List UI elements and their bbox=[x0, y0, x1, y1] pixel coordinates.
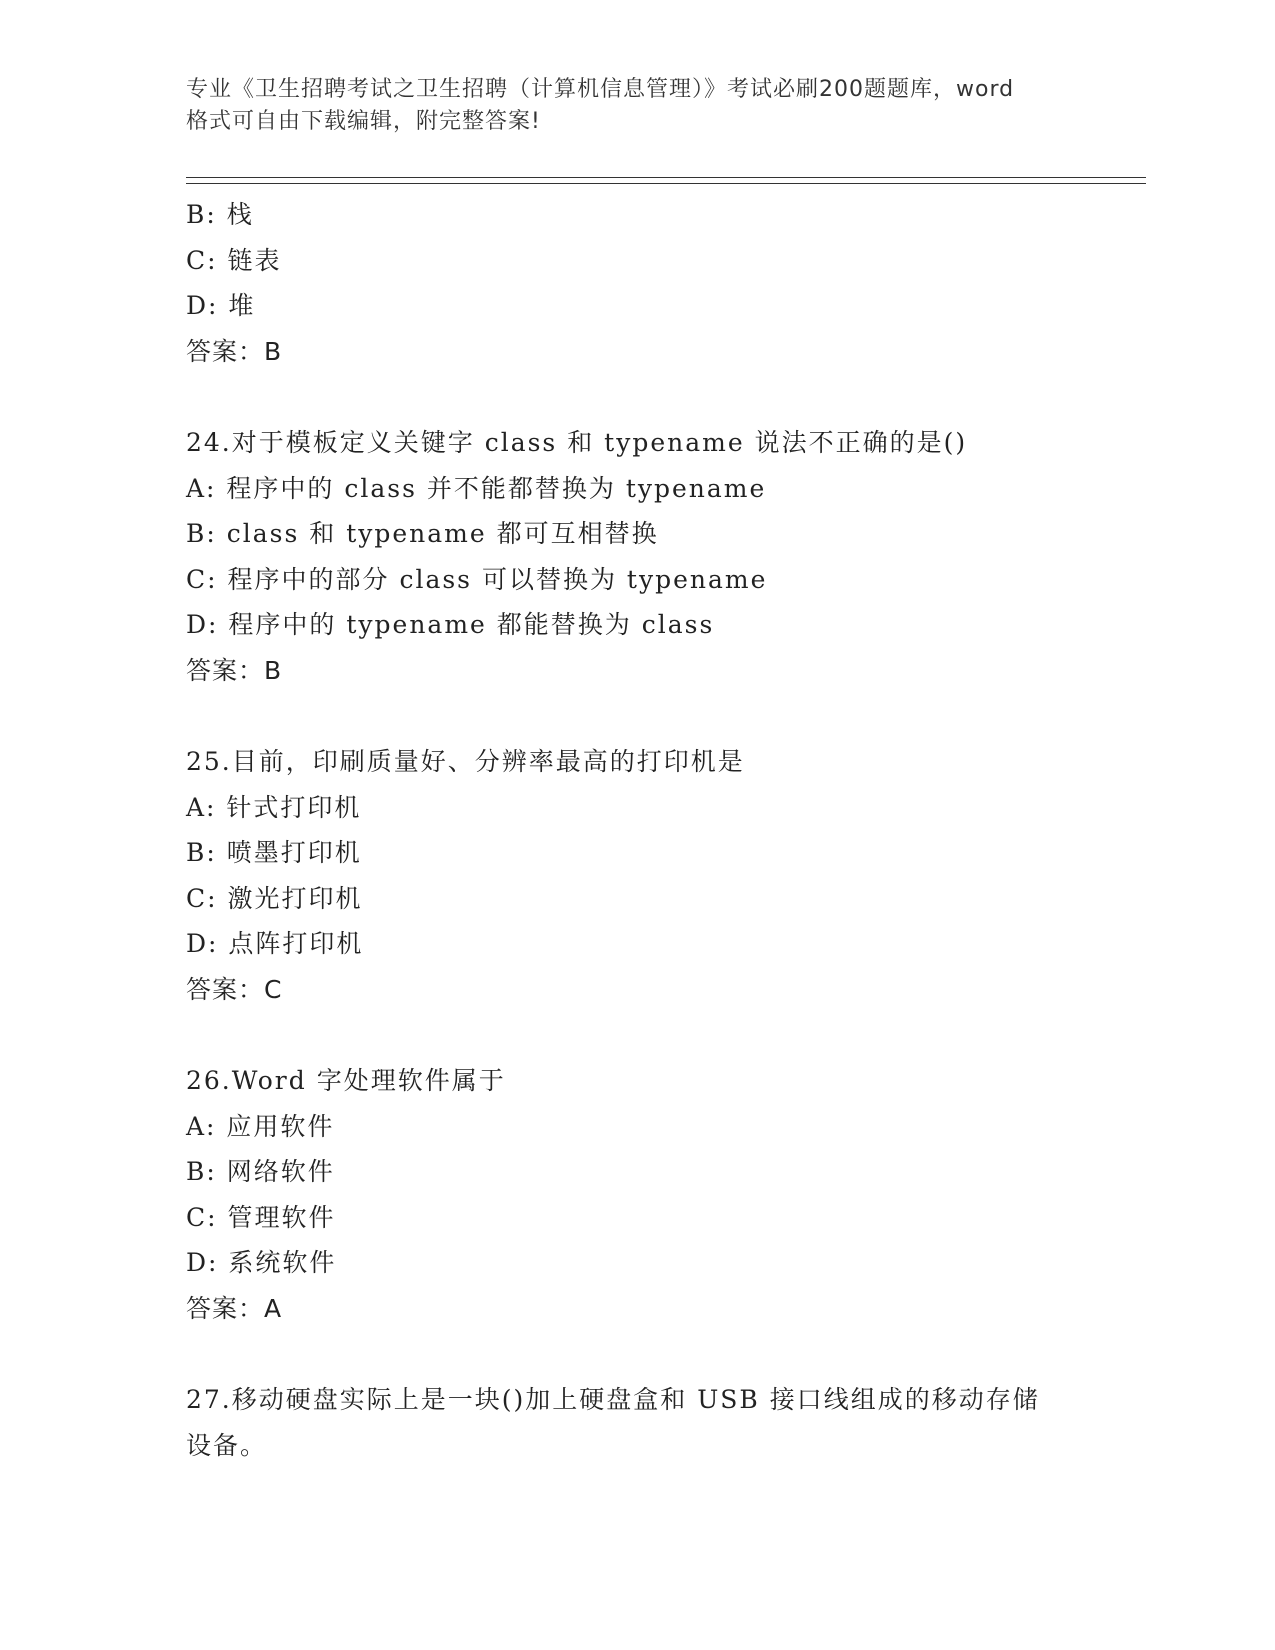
option-b: B: class 和 typename 都可互相替换 bbox=[186, 519, 659, 548]
option-a: A: 程序中的 class 并不能都替换为 typename bbox=[186, 473, 767, 503]
answer-label: 答案：B bbox=[186, 336, 283, 366]
document-header bbox=[186, 74, 1086, 138]
option-a: A: 针式打印机 bbox=[186, 792, 362, 822]
option-d: D: 系统软件 bbox=[186, 1248, 337, 1277]
answer-label: 答案：B bbox=[186, 655, 283, 685]
spacer bbox=[186, 1012, 1146, 1058]
header-divider-bottom bbox=[186, 183, 1146, 184]
option-c: C: 程序中的部分 class 可以替换为 typename bbox=[186, 564, 768, 594]
question-24 bbox=[186, 420, 1146, 693]
option-c: C: 链表 bbox=[186, 245, 282, 275]
question-23 bbox=[186, 192, 1146, 374]
question-text: 26.Word 字处理软件属于 bbox=[186, 1066, 506, 1095]
question-text-line-1: 27.移动硬盘实际上是一块()加上硬盘盒和 USB 接口线组成的移动存储 bbox=[186, 1385, 1040, 1414]
answer-label: 答案：C bbox=[186, 974, 283, 1004]
option-b: B: 喷墨打印机 bbox=[186, 838, 362, 867]
option-b: B: 栈 bbox=[186, 200, 254, 229]
option-d: D: 堆 bbox=[186, 291, 256, 320]
question-26 bbox=[186, 1058, 1146, 1331]
option-c: C: 管理软件 bbox=[186, 1202, 336, 1232]
header-line-2: 格式可自由下载编辑，附完整答案! bbox=[186, 109, 541, 134]
question-text-line-2: 设备。 bbox=[186, 1430, 268, 1460]
question-27 bbox=[186, 1377, 1146, 1468]
question-text: 25.目前，印刷质量好、分辨率最高的打印机是 bbox=[186, 747, 745, 776]
option-d: D: 点阵打印机 bbox=[186, 929, 364, 958]
option-a: A: 应用软件 bbox=[186, 1111, 335, 1141]
option-b: B: 网络软件 bbox=[186, 1157, 335, 1186]
spacer bbox=[186, 1331, 1146, 1377]
spacer bbox=[186, 693, 1146, 739]
answer-label: 答案：A bbox=[186, 1293, 283, 1323]
header-divider-top bbox=[186, 177, 1146, 178]
question-list bbox=[186, 192, 1146, 1468]
option-d: D: 程序中的 typename 都能替换为 class bbox=[186, 610, 715, 639]
question-25 bbox=[186, 739, 1146, 1012]
question-text: 24.对于模板定义关键字 class 和 typename 说法不正确的是() bbox=[186, 428, 968, 457]
spacer bbox=[186, 374, 1146, 420]
header-line-1: 专业《卫生招聘考试之卫生招聘（计算机信息管理）》考试必刷200题题库，word bbox=[186, 77, 1015, 102]
option-c: C: 激光打印机 bbox=[186, 883, 363, 913]
